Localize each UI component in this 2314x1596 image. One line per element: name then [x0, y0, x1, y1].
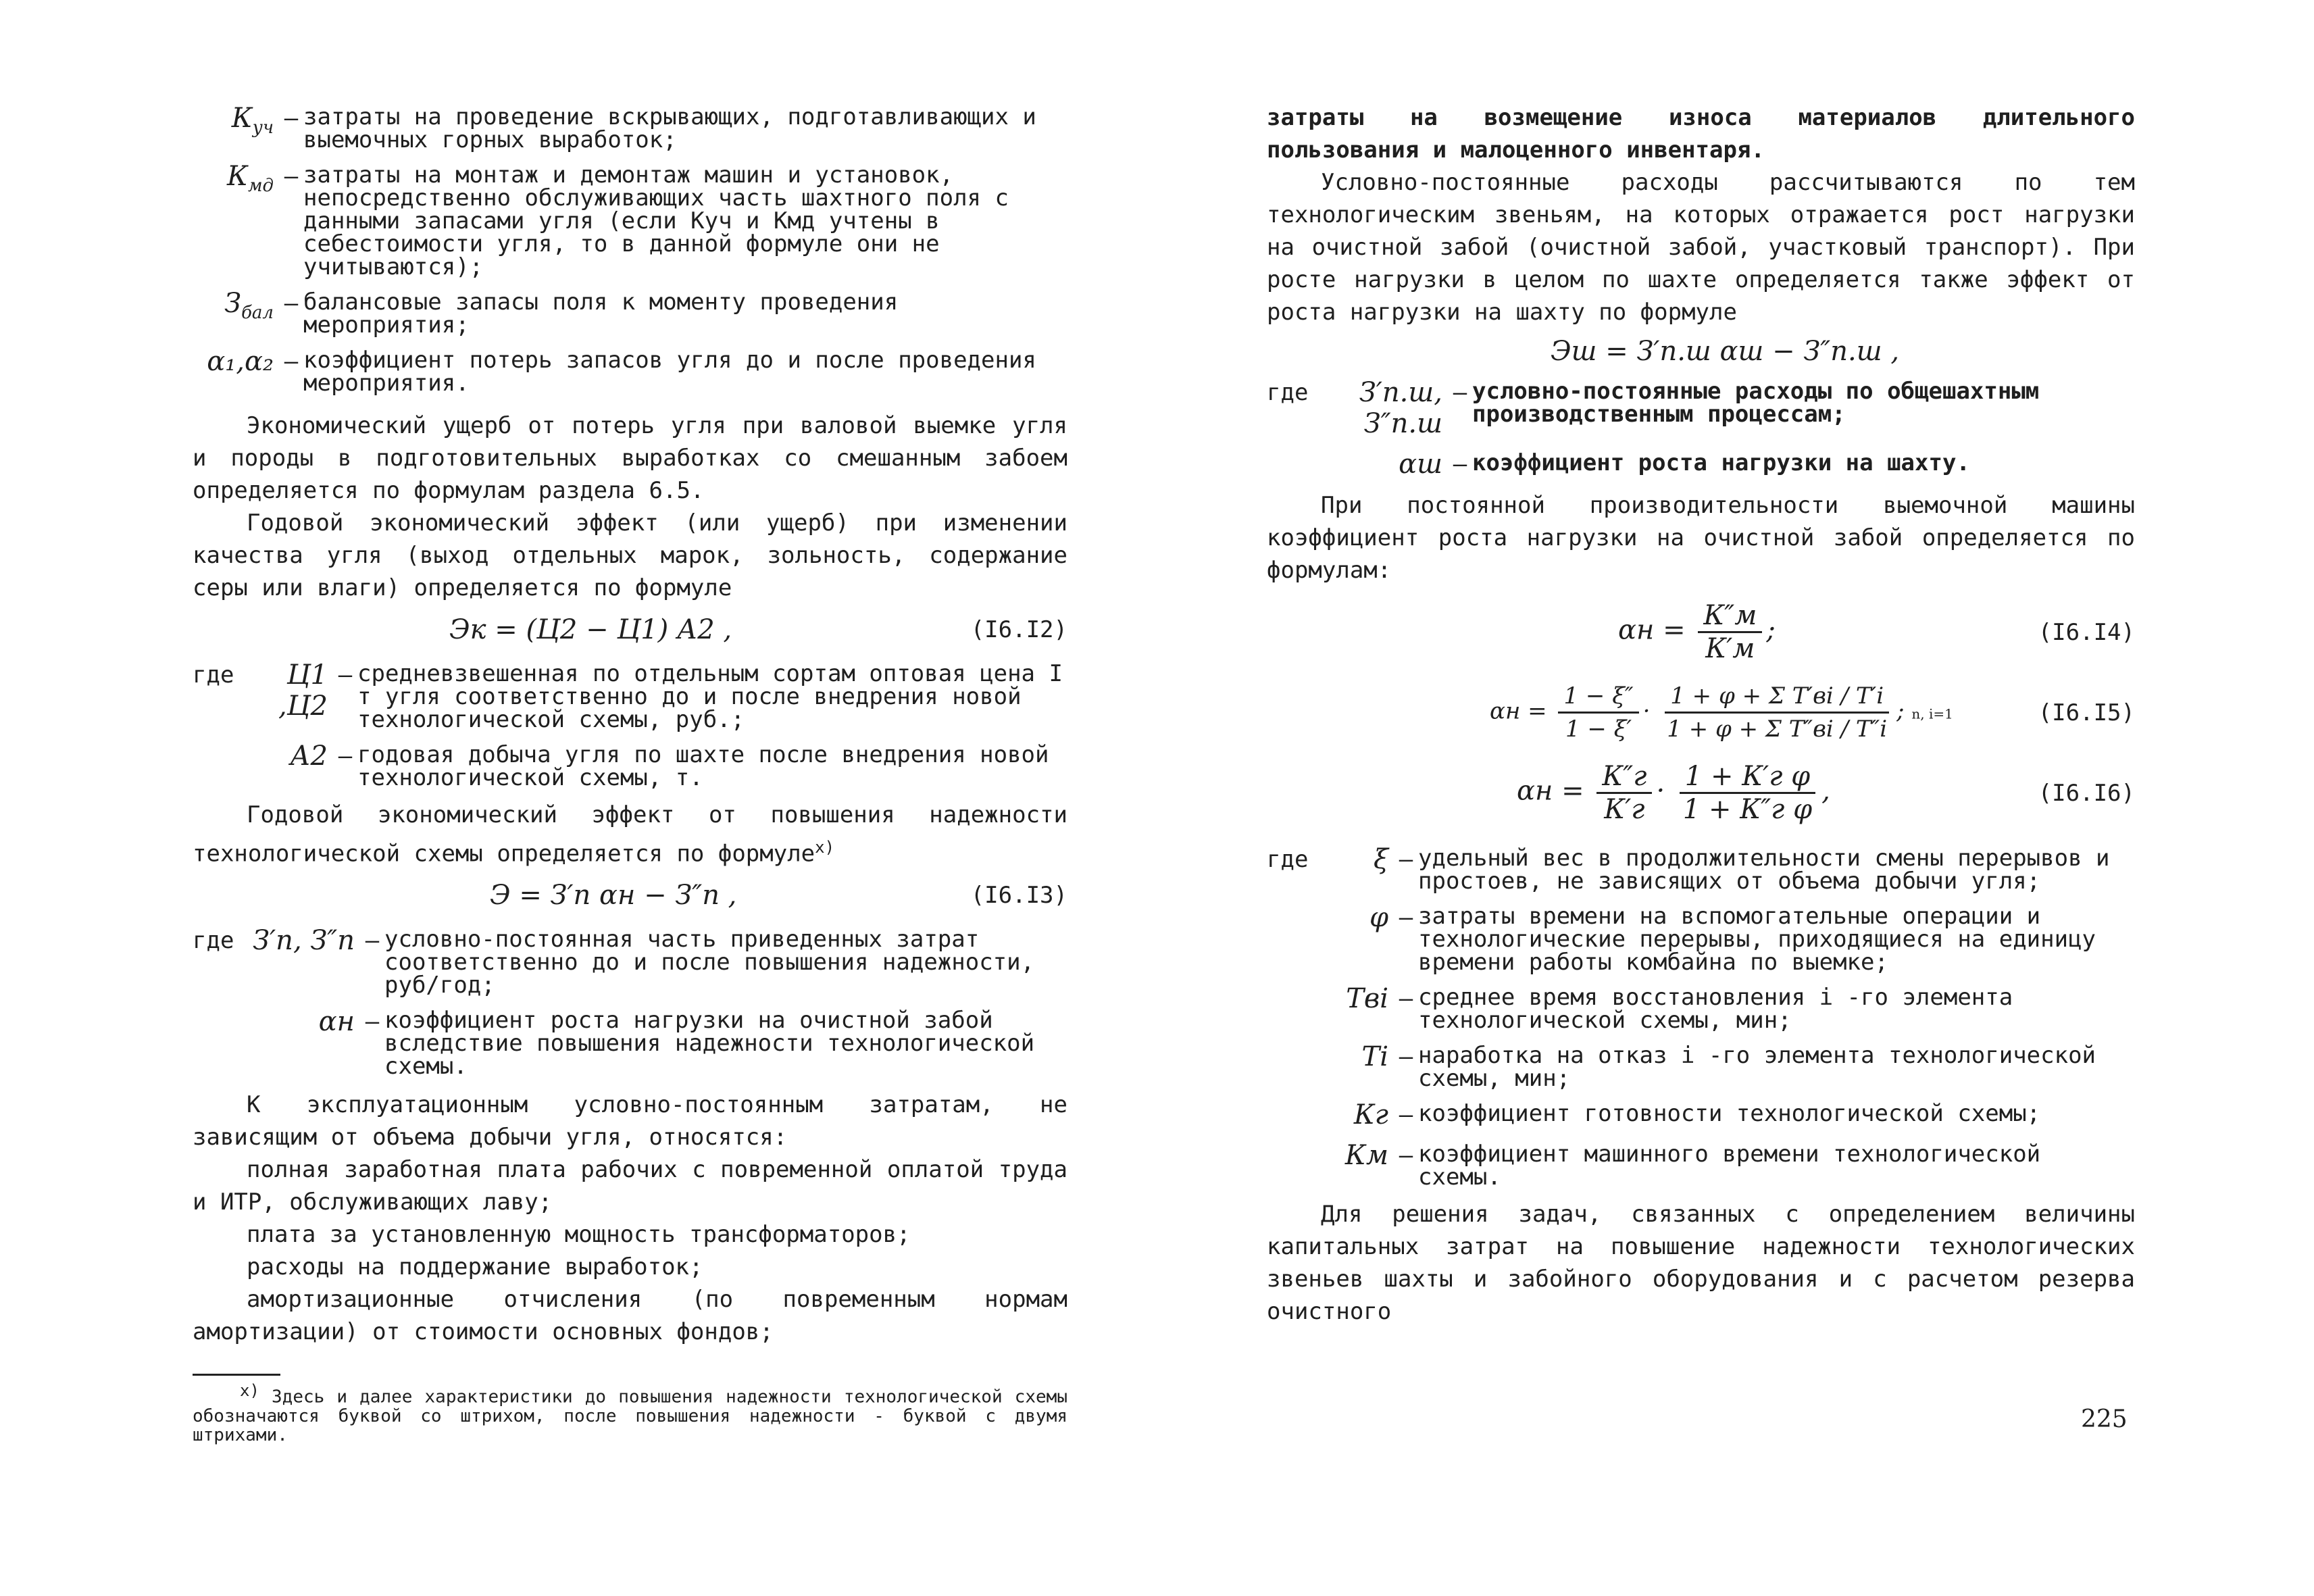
footnote: x) Здесь и далее характеристики до повышения надежности технологической схемы обозначаются буквой со штрихом, после повышения надежности - буквой с двумя штрихами. — [193, 1381, 1067, 1445]
formula-number: (I6.I3) — [970, 882, 1067, 909]
symbol: Твi — [1346, 983, 1388, 1014]
definition: условно-постоянные расходы по общешахтным производственным процессам; — [1472, 378, 2040, 428]
definition: годовая добыча угля по шахте после внедрения новой технологической схемы, т. — [357, 741, 1049, 791]
def-xi: где ξ – удельный вес в продолжительности смены перерывов и простоев, не зависящих от объема добычи угля; — [1267, 844, 2135, 893]
symbol: А2 — [290, 741, 328, 772]
def-kg: Кг – коэффициент готовности технологической схемы; — [1267, 1099, 2135, 1130]
formula-expression: αн = $\frac{К''г}{К'г}$ · $\frac{\text{1 + К′г φ}}{\text{1 + К″г φ}}$ , — [1517, 761, 1830, 825]
definition: коэффициент готовности технологической схемы; — [1418, 1100, 2041, 1127]
formula-16-14 — [1267, 600, 2135, 664]
formula-number: (I6.I4) — [2038, 618, 2135, 646]
formula-number: (I6.I5) — [2038, 699, 2135, 726]
definition: затраты времени на вспомогательные операции и технологические перерывы, приходящиеся на единицу времени работы комбайна по выемке; — [1418, 903, 2096, 976]
paragraph: Экономический ущерб от потерь угля при валовой выемке угля и породы в подготовительных выработках со смешанным забоем определяется по формулам раздела 6.5. — [193, 412, 1067, 504]
definition: коэффициент роста нагрузки на очистной забой вследствие повышения надежности технологической схемы. — [384, 1007, 1035, 1080]
formula-16-12 — [193, 614, 1067, 646]
paragraph: Условно-постоянные расходы рассчитываются по тем технологическим звеньям, на которых отражается рост нагрузки на очистной забой (очистной забой, участковый транспорт). При росте нагрузки в целом по шахте определяется также эффект от роста нагрузки на шахту по формуле — [1267, 169, 2135, 326]
symbol: αн — [318, 1006, 355, 1038]
symbol: $К_{мд}$ — [226, 161, 274, 196]
def-prices: где Ц1 ,Ц2 – средневзвешенная по отдельным сортам оптовая цена I т угля соответственно до и после внедрения новой технологической схемы, руб.; — [193, 659, 1067, 731]
formula-16-16 — [1267, 761, 2135, 825]
definition: наработка на отказ i -го элемента технологической схемы, мин; — [1418, 1042, 2096, 1092]
def-zp: где З′п, З″п – условно-постоянная часть приведенных затрат соответственно до и после повышения надежности, руб/год; — [193, 925, 1067, 997]
def-km: Км – коэффициент машинного времени технологической схемы. — [1267, 1140, 2135, 1189]
def-kuch: $К_{уч}$ – затраты на проведение вскрывающих, подготавливающих и выемочных горных выработок; — [193, 103, 1067, 151]
paragraph: При постоянной производительности выемочной машины коэффициент роста нагрузки на очистной забой определяется по формулам: — [1267, 492, 2135, 584]
definition: затраты на монтаж и демонтаж машин и установок, непосредственно обслуживающих часть шахтного поля с данными запасами угля (если Куч и Кмд учтены в себестоимости угля, то в данной формуле они не учитываются); — [303, 161, 1009, 280]
def-ti: Тi – наработка на отказ i -го элемента технологической схемы, мин; — [1267, 1041, 2135, 1090]
symbol: З′п.ш, З″п.ш — [1359, 377, 1442, 439]
formula-expression: αн = $\frac{К''м}{К'м}$ ; — [1618, 600, 1776, 664]
def-zpsh: где З′п.ш, З″п.ш – условно-постоянные расходы по общешахтным производственным процессам; — [1267, 377, 2135, 439]
formula-expression: αн = $\frac{1 - \xi''}{1 - \xi'}$ · $\frac{\text{1 + φ + Σ T′вi / T′i}}{\text{1 + φ + Σ T″вi / T″i}}$ ; n, i=1 — [1267, 680, 2038, 745]
definition: среднее время восстановления i -го элемента технологической схемы, мин; — [1418, 984, 2013, 1034]
formula-number: (I6.I2) — [970, 616, 1067, 643]
definition: коэффициент роста нагрузки на шахту. — [1472, 449, 1970, 476]
left-page — [193, 101, 1067, 1445]
def-zbal: $З_{бал}$ – балансовые запасы поля к моменту проведения мероприятия; — [193, 288, 1067, 336]
symbol: Км — [1344, 1140, 1388, 1171]
definition: коэффициент машинного времени технологической схемы. — [1418, 1141, 2041, 1191]
formula-expression: Э = З′п αн − З″п , — [490, 880, 737, 912]
symbol: Ц1 ,Ц2 — [278, 659, 328, 722]
symbol: З′п, З″п — [253, 925, 355, 957]
def-alpha: α₁,α₂ – коэффициент потерь запасов угля до и после проведения мероприятия. — [193, 346, 1067, 395]
list-item: полная заработная плата рабочих с повременной оплатой труда и ИТР, обслуживающих лаву; — [193, 1156, 1067, 1216]
paragraph: Годовой экономический эффект (или ущерб) при изменении качества угля (выход отдельных марок, зольность, содержание серы или влаги) определяется по формуле — [193, 509, 1067, 601]
formula-16-15 — [1267, 680, 2135, 745]
definition: удельный вес в продолжительности смены перерывов и простоев, не зависящих от объема добычи угля; — [1418, 845, 2110, 895]
definition: затраты на проведение вскрывающих, подготавливающих и выемочных горных выработок; — [303, 103, 1036, 153]
def-phi: φ – затраты времени на вспомогательные операции и технологические перерывы, приходящиеся на единицу времени работы комбайна по выемке; — [1267, 902, 2135, 974]
formula-16-13 — [193, 879, 1067, 912]
definition: условно-постоянная часть приведенных затрат соответственно до и после повышения надежности, руб/год; — [384, 926, 1035, 999]
page-number: 225 — [2081, 1405, 2128, 1433]
definition: средневзвешенная по отдельным сортам оптовая цена I т угля соответственно до и после внедрения новой технологической схемы, руб.; — [357, 660, 1063, 733]
definition: балансовые запасы поля к моменту проведения мероприятия; — [303, 289, 899, 339]
symbol: φ — [1369, 902, 1388, 933]
paragraph: Для решения задач, связанных с определением величины капитальных затрат на повышение надежности технологических звеньев шахты и забойного оборудования и с расчетом резерва очистного — [1267, 1201, 2135, 1325]
symbol: αш — [1399, 449, 1442, 480]
symbol: α₁,α₂ — [207, 346, 274, 377]
symbol: Тi — [1361, 1041, 1388, 1072]
def-alpha-n: αн – коэффициент роста нагрузки на очистной забой вследствие повышения надежности технологической схемы. — [193, 1006, 1067, 1078]
list-item: плата за установленную мощность трансформаторов; — [247, 1221, 911, 1249]
right-page — [1267, 101, 2135, 1328]
formula-expression: Эш = З′п.ш αш − З″п.ш , — [1551, 336, 1900, 367]
list-item: расходы на поддержание выработок; — [247, 1253, 703, 1281]
formula-esh — [1267, 335, 2135, 368]
formula-expression: Эк = (Ц2 − Ц1) А2 , — [449, 614, 732, 645]
paragraph: К эксплуатационным условно-постоянным затратам, не зависящим от объема добычи угля, относятся: — [193, 1091, 1067, 1151]
def-alpha-sh: αш – коэффициент роста нагрузки на шахту. — [1267, 449, 2135, 480]
symbol: ξ — [1373, 844, 1388, 875]
symbol: $З_{бал}$ — [224, 288, 274, 323]
formula-number: (I6.I6) — [2038, 779, 2135, 807]
definition: коэффициент потерь запасов угля до и после проведения мероприятия. — [303, 347, 1036, 397]
def-tvi: Твi – среднее время восстановления i -го элемента технологической схемы, мин; — [1267, 983, 2135, 1032]
symbol: $К_{уч}$ — [231, 103, 274, 138]
paragraph: Годовой экономический эффект от повышения надежности технологической схемы определяется по формуле$^{x)}$ — [193, 801, 1067, 868]
paragraph: затраты на возмещение износа материалов длительного пользования и малоценного инвентаря. — [1267, 104, 2135, 164]
def-a2: А2 – годовая добыча угля по шахте после внедрения новой технологической схемы, т. — [193, 741, 1067, 789]
footnote-rule — [193, 1374, 280, 1376]
symbol: Кг — [1353, 1099, 1388, 1130]
def-kmd: $К_{мд}$ – затраты на монтаж и демонтаж машин и установок, непосредственно обслуживающих часть шахтного поля с данными запасами угля (если Куч и Кмд учтены в себестоимости угля, то в данной формуле они не учитываются); — [193, 161, 1067, 278]
list-item: амортизационные отчисления (по повременным нормам амортизации) от стоимости основных фондов; — [193, 1286, 1067, 1346]
